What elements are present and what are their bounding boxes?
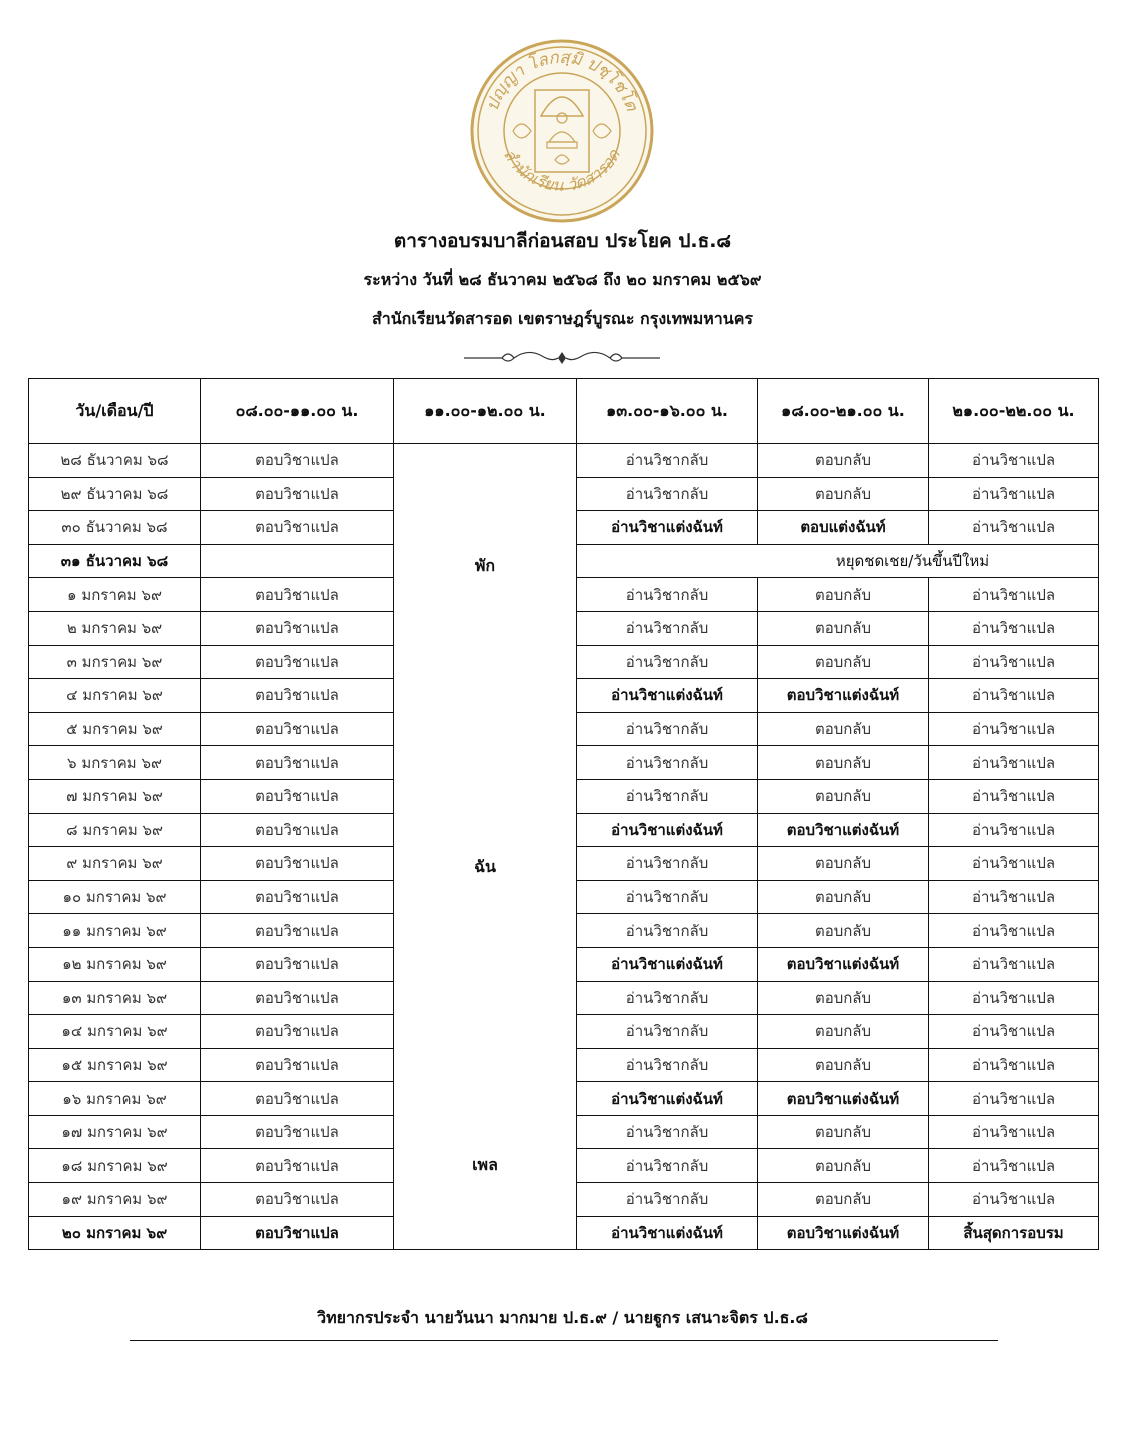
session-1800-cell: ตอบกลับ [758,880,929,914]
session-2100-cell: อ่านวิชาแปล [929,1082,1099,1116]
school-seal-logo [469,38,655,224]
session-1300-cell: อ่านวิชาแต่งฉันท์ [577,947,758,981]
session-1800-cell: ตอบวิชาแต่งฉันท์ [758,813,929,847]
session-2100-cell: อ่านวิชาแปล [929,444,1099,478]
session-1300-cell: อ่านวิชากลับ [577,914,758,948]
session-1300-cell: อ่านวิชาแต่งฉันท์ [577,1082,758,1116]
session-1300-cell: อ่านวิชากลับ [577,444,758,478]
table-row [29,444,1099,478]
session-2100-cell: อ่านวิชาแปล [929,1149,1099,1183]
session-0800-cell: ตอบวิชาแปล [201,611,394,645]
session-2100-cell: สิ้นสุดการอบรม [929,1216,1099,1250]
session-0800-cell: ตอบวิชาแปล [201,746,394,780]
session-1300-cell: อ่านวิชากลับ [577,645,758,679]
session-0800-cell: ตอบวิชาแปล [201,813,394,847]
column-header-1300-1600: ๑๓.๐๐-๑๖.๐๐ น. [577,379,758,444]
session-1800-cell: ตอบกลับ [758,1115,929,1149]
session-2100-cell: อ่านวิชาแปล [929,746,1099,780]
schedule-table [28,378,1099,1250]
session-0800-cell: ตอบวิชาแปล [201,880,394,914]
date-cell: ๑๖ มกราคม ๖๙ [29,1082,201,1116]
session-0800-cell: ตอบวิชาแปล [201,1183,394,1217]
session-1300-cell: อ่านวิชากลับ [577,847,758,881]
holiday-cell [577,544,1099,578]
date-cell: ๑๒ มกราคม ๖๙ [29,947,201,981]
date-cell: ๑๐ มกราคม ๖๙ [29,880,201,914]
session-1800-cell: ตอบกลับ [758,611,929,645]
session-2100-cell: อ่านวิชาแปล [929,477,1099,511]
session-1800-cell: ตอบกลับ [758,981,929,1015]
session-1800-cell: ตอบวิชาแต่งฉันท์ [758,947,929,981]
session-0800-cell: ตอบวิชาแปล [201,1048,394,1082]
date-cell: ๓ มกราคม ๖๙ [29,645,201,679]
table-header-row [29,379,1099,444]
document-institution: สำนักเรียนวัดสารอด เขตราษฎร์บูรณะ กรุงเทพมหานคร [371,309,754,328]
session-2100-cell: อ่านวิชาแปล [929,779,1099,813]
session-1800-cell: ตอบวิชาแต่งฉันท์ [758,1082,929,1116]
session-1300-cell: อ่านวิชากลับ [577,1115,758,1149]
date-cell: ๒๙ ธันวาคม ๖๘ [29,477,201,511]
session-2100-cell: อ่านวิชาแปล [929,914,1099,948]
column-header-0800-1100: ๐๘.๐๐-๑๑.๐๐ น. [201,379,394,444]
session-0800-cell: ตอบวิชาแปล [201,947,394,981]
session-1300-cell: อ่านวิชาแต่งฉันท์ [577,813,758,847]
session-0800-cell: ตอบวิชาแปล [201,511,394,545]
date-cell: ๓๐ ธันวาคม ๖๘ [29,511,201,545]
session-0800-cell: ตอบวิชาแปล [201,914,394,948]
session-0800-cell: ตอบวิชาแปล [201,679,394,713]
session-1300-cell: อ่านวิชากลับ [577,578,758,612]
midday-break-label: เพล [472,1155,498,1174]
holiday-label: หยุดชดเชย/วันขึ้นปีใหม่ [835,552,990,571]
session-2100-cell: อ่านวิชาแปล [929,712,1099,746]
session-0800-cell: ตอบวิชาแปล [201,645,394,679]
date-cell: ๑๙ มกราคม ๖๙ [29,1183,201,1217]
session-1800-cell: ตอบกลับ [758,444,929,478]
date-cell: ๒๐ มกราคม ๖๙ [29,1216,201,1250]
decorative-divider-icon [462,347,662,369]
session-0800-cell: ตอบวิชาแปล [201,444,394,478]
date-cell: ๙ มกราคม ๖๙ [29,847,201,881]
instructors-footer: วิทยากรประจำ นายวันนา มากมาย ป.ธ.๙ / นายฐูกร เสนาะจิตร ป.ธ.๘ [317,1308,808,1327]
session-2100-cell: อ่านวิชาแปล [929,1048,1099,1082]
session-2100-cell: อ่านวิชาแปล [929,679,1099,713]
session-1800-cell: ตอบกลับ [758,477,929,511]
column-header-date: วัน/เดือน/ปี [29,379,201,444]
date-cell: ๒ มกราคม ๖๙ [29,611,201,645]
session-1300-cell: อ่านวิชากลับ [577,611,758,645]
date-cell: ๑๔ มกราคม ๖๙ [29,1015,201,1049]
seal-motto-text: ปญฺญา โลกสฺมิ ปชฺโชโต [482,47,642,114]
session-1800-cell: ตอบกลับ [758,1183,929,1217]
date-cell: ๒๘ ธันวาคม ๖๘ [29,444,201,478]
document-title: ตารางอบรมบาลีก่อนสอบ ประโยค ป.ธ.๘ [393,230,732,252]
date-cell: ๓๑ ธันวาคม ๖๘ [29,544,201,578]
session-1300-cell: อ่านวิชากลับ [577,477,758,511]
session-0800-cell: ตอบวิชาแปล [201,712,394,746]
session-2100-cell: อ่านวิชาแปล [929,1015,1099,1049]
date-cell: ๘ มกราคม ๖๙ [29,813,201,847]
session-2100-cell: อ่านวิชาแปล [929,611,1099,645]
session-1300-cell: อ่านวิชากลับ [577,746,758,780]
session-2100-cell: อ่านวิชาแปล [929,645,1099,679]
session-1800-cell: ตอบกลับ [758,578,929,612]
midday-break-cell [394,444,577,1250]
date-cell: ๑๓ มกราคม ๖๙ [29,981,201,1015]
session-1300-cell: อ่านวิชาแต่งฉันท์ [577,679,758,713]
session-1800-cell: ตอบกลับ [758,746,929,780]
session-1800-cell: ตอบแต่งฉันท์ [758,511,929,545]
session-0800-cell [201,544,394,578]
column-header-2100-2200: ๒๑.๐๐-๒๒.๐๐ น. [929,379,1099,444]
date-cell: ๗ มกราคม ๖๙ [29,779,201,813]
session-1300-cell: อ่านวิชากลับ [577,981,758,1015]
session-2100-cell: อ่านวิชาแปล [929,1115,1099,1149]
session-1800-cell: ตอบกลับ [758,914,929,948]
document-period: ระหว่าง วันที่ ๒๘ ธันวาคม ๒๕๖๘ ถึง ๒๐ มกราคม ๒๕๖๙ [363,270,762,289]
session-1300-cell: อ่านวิชากลับ [577,1149,758,1183]
column-header-1800-2100: ๑๘.๐๐-๒๑.๐๐ น. [758,379,929,444]
session-1800-cell: ตอบกลับ [758,645,929,679]
session-1300-cell: อ่านวิชากลับ [577,880,758,914]
date-cell: ๖ มกราคม ๖๙ [29,746,201,780]
date-cell: ๑๕ มกราคม ๖๙ [29,1048,201,1082]
session-2100-cell: อ่านวิชาแปล [929,511,1099,545]
session-2100-cell: อ่านวิชาแปล [929,578,1099,612]
session-1800-cell: ตอบกลับ [758,1048,929,1082]
date-cell: ๑ มกราคม ๖๙ [29,578,201,612]
session-0800-cell: ตอบวิชาแปล [201,847,394,881]
seal-school-text: สำนักเรียน วัดสารอด [499,145,624,195]
date-cell: ๕ มกราคม ๖๙ [29,712,201,746]
session-1800-cell: ตอบกลับ [758,779,929,813]
midday-break-label: พัก [474,556,496,575]
session-1800-cell: ตอบกลับ [758,1015,929,1049]
date-cell: ๑๗ มกราคม ๖๙ [29,1115,201,1149]
session-1300-cell: อ่านวิชาแต่งฉันท์ [577,1216,758,1250]
session-1800-cell: ตอบกลับ [758,847,929,881]
midday-break-label: ฉัน [474,857,496,876]
session-2100-cell: อ่านวิชาแปล [929,847,1099,881]
date-cell: ๑๘ มกราคม ๖๙ [29,1149,201,1183]
session-1800-cell: ตอบวิชาแต่งฉันท์ [758,1216,929,1250]
session-2100-cell: อ่านวิชาแปล [929,880,1099,914]
session-0800-cell: ตอบวิชาแปล [201,1149,394,1183]
footer-divider [130,1340,998,1341]
session-1300-cell: อ่านวิชากลับ [577,779,758,813]
date-cell: ๑๑ มกราคม ๖๙ [29,914,201,948]
session-2100-cell: อ่านวิชาแปล [929,981,1099,1015]
session-0800-cell: ตอบวิชาแปล [201,578,394,612]
session-0800-cell: ตอบวิชาแปล [201,1082,394,1116]
session-1800-cell: ตอบกลับ [758,712,929,746]
session-2100-cell: อ่านวิชาแปล [929,813,1099,847]
session-1800-cell: ตอบกลับ [758,1149,929,1183]
session-0800-cell: ตอบวิชาแปล [201,1216,394,1250]
session-2100-cell: อ่านวิชาแปล [929,1183,1099,1217]
session-1300-cell: อ่านวิชาแต่งฉันท์ [577,511,758,545]
date-cell: ๔ มกราคม ๖๙ [29,679,201,713]
session-2100-cell: อ่านวิชาแปล [929,947,1099,981]
session-0800-cell: ตอบวิชาแปล [201,981,394,1015]
session-1800-cell: ตอบวิชาแต่งฉันท์ [758,679,929,713]
session-1300-cell: อ่านวิชากลับ [577,712,758,746]
session-0800-cell: ตอบวิชาแปล [201,477,394,511]
session-0800-cell: ตอบวิชาแปล [201,1115,394,1149]
session-0800-cell: ตอบวิชาแปล [201,1015,394,1049]
column-header-1100-1200: ๑๑.๐๐-๑๒.๐๐ น. [394,379,577,444]
session-0800-cell: ตอบวิชาแปล [201,779,394,813]
session-1300-cell: อ่านวิชากลับ [577,1048,758,1082]
session-1300-cell: อ่านวิชากลับ [577,1183,758,1217]
session-1300-cell: อ่านวิชากลับ [577,1015,758,1049]
